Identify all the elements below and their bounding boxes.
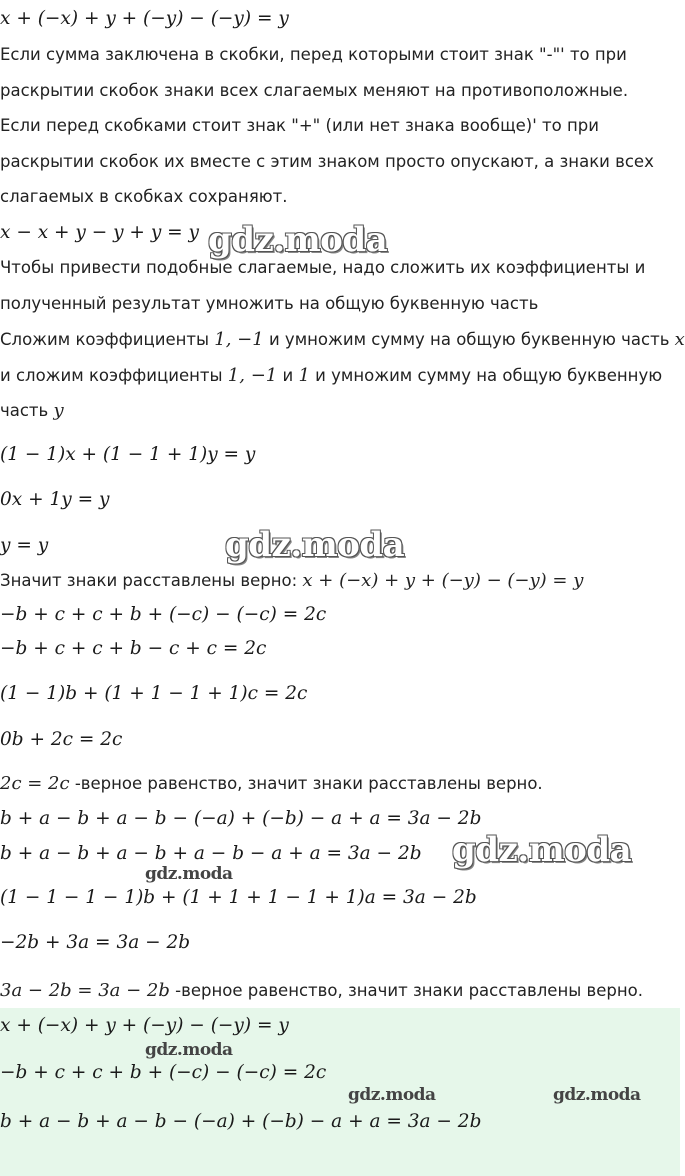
text-line [0, 365, 662, 386]
watermark-logo: gdz.moda [348, 1085, 436, 1105]
inline-math: x [674, 329, 685, 350]
text-fragment: и умножим сумму на общую буквенную часть [263, 330, 675, 349]
text-line [0, 400, 64, 421]
equation-line: b + a − b + a − b − (−a) + (−b) − a + a = 3a − 2b [0, 808, 482, 829]
text-line [0, 570, 583, 591]
inline-math: y [53, 400, 64, 421]
equation-line: −2b + 3a = 3a − 2b [0, 932, 191, 953]
equation-line: (1 − 1 − 1 − 1)b + (1 + 1 + 1 − 1 + 1)a = 3a − 2b [0, 887, 477, 908]
equation-line: 0b + 2c = 2c [0, 729, 123, 750]
equation-line: y = y [0, 535, 49, 556]
text-fragment: и сложим коэффициенты [0, 366, 228, 385]
equation-line: b + a − b + a − b + a − b − a + a = 3a − 2b [0, 843, 422, 864]
equation-line: −b + c + c + b + (−c) − (−c) = 2c [0, 604, 327, 625]
answer-line: −b + c + c + b + (−c) − (−c) = 2c [0, 1062, 327, 1083]
text-fragment: -верное равенство, значит знаки расставлены верно. [169, 981, 643, 1000]
text-line: полученный результат умножить на общую буквенную часть [0, 294, 539, 313]
inline-math: 1, −1 [227, 365, 278, 386]
answer-line: b + a − b + a − b − (−a) + (−b) − a + a = 3a − 2b [0, 1111, 482, 1132]
inline-math: 1, −1 [214, 329, 264, 350]
text-line: раскрытии скобок знаки всех слагаемых меняют на противоположные. [0, 81, 629, 100]
answer-line: x + (−x) + y + (−y) − (−y) = y [0, 1015, 289, 1036]
equation-line: x + (−x) + y + (−y) − (−y) = y [0, 8, 289, 29]
text-line: Если сумма заключена в скобки, перед которыми стоит знак "-"' то при [0, 45, 627, 64]
text-line [0, 329, 685, 350]
text-fragment: -верное равенство, значит знаки расставлены верно. [69, 774, 543, 793]
text-line: слагаемых в скобках сохраняют. [0, 187, 288, 206]
text-line: раскрытии скобок их вместе с этим знаком просто опускают, а знаки всех [0, 152, 654, 171]
watermark-logo: gdz.moda [145, 1040, 233, 1060]
text-line: Чтобы привести подобные слагаемые, надо сложить их коэффициенты и [0, 258, 646, 277]
inline-math: 2c = 2c [0, 773, 70, 794]
inline-math: 1 [298, 365, 310, 386]
inline-math: x + (−x) + y + (−y) − (−y) = y [302, 570, 584, 591]
text-fragment: Сложим коэффициенты [0, 330, 215, 349]
text-fragment: и [277, 366, 299, 385]
inline-math: 3a − 2b = 3a − 2b [0, 980, 170, 1001]
text-line: Если перед скобками стоит знак "+" (или нет знака вообще)' то при [0, 116, 599, 135]
text-fragment: Значит знаки расставлены верно: [0, 571, 303, 590]
watermark-logo: gdz.moda [553, 1085, 641, 1105]
watermark-logo: gdz.moda [452, 830, 632, 870]
text-fragment: часть [0, 401, 54, 420]
equation-line: (1 − 1)x + (1 − 1 + 1)y = y [0, 444, 256, 465]
watermark-logo: gdz.moda [208, 220, 388, 260]
watermark-logo: gdz.moda [145, 864, 233, 884]
text-fragment: и умножим сумму на общую буквенную [309, 366, 663, 385]
equation-line: x − x + y − y + y = y [0, 222, 199, 243]
text-line [0, 773, 543, 794]
equation-line: −b + c + c + b − c + c = 2c [0, 638, 267, 659]
equation-line: (1 − 1)b + (1 + 1 − 1 + 1)c = 2c [0, 683, 308, 704]
text-line [0, 980, 643, 1001]
watermark-logo: gdz.moda [225, 525, 405, 565]
equation-line: 0x + 1y = y [0, 489, 110, 510]
